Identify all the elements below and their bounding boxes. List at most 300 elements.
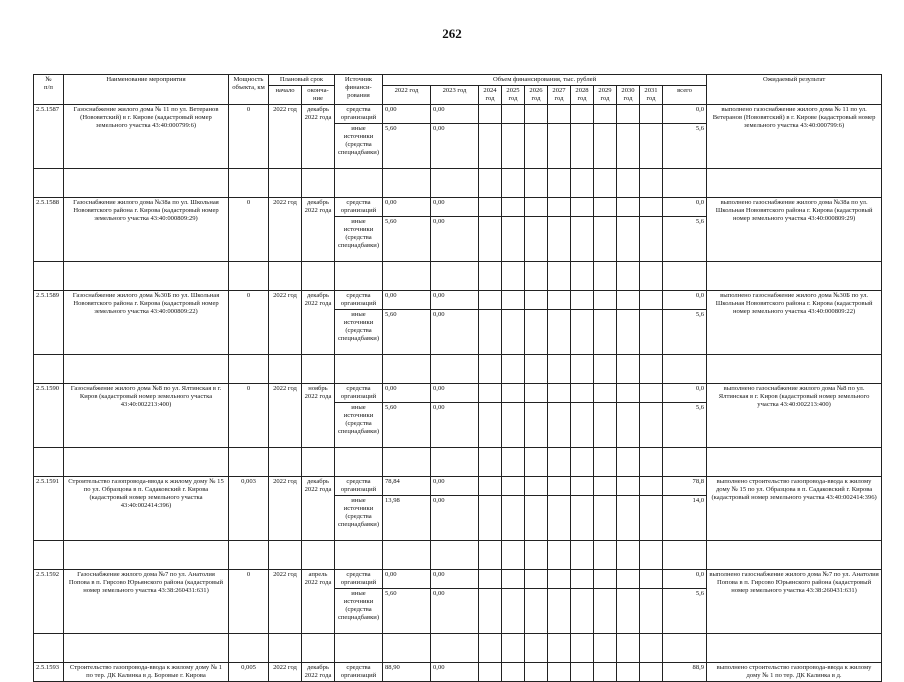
gap-cell: [640, 541, 663, 570]
value-2022: 13,98: [383, 496, 431, 541]
event-name: Газоснабжение жилого дома №7 по ул. Анатолия Попова в п. Гирсово Юрьянского района (кадастровый номер земельного участка 43:38:260431:631): [64, 570, 229, 634]
gap-cell: [707, 169, 882, 198]
start-term: 2022 год: [269, 105, 302, 169]
gap-cell: [525, 448, 548, 477]
gap-cell: [640, 634, 663, 663]
empty-year-cell: [571, 384, 594, 403]
empty-year-cell: [640, 291, 663, 310]
financing-table-wrapper: [33, 74, 881, 682]
value-total: 5,6: [663, 124, 707, 169]
value-total: 0,0: [663, 198, 707, 217]
value-total: 5,6: [663, 310, 707, 355]
table-row: [34, 291, 882, 310]
header-2028: 2028 год: [571, 86, 594, 105]
empty-year-cell: [640, 124, 663, 169]
gap-cell: [302, 169, 335, 198]
empty-year-cell: [640, 663, 663, 682]
gap-cell: [571, 355, 594, 384]
empty-year-cell: [525, 124, 548, 169]
empty-year-cell: [571, 198, 594, 217]
empty-year-cell: [617, 291, 640, 310]
gap-cell: [663, 355, 707, 384]
empty-year-cell: [617, 310, 640, 355]
gap-cell: [335, 169, 383, 198]
empty-year-cell: [502, 496, 525, 541]
gap-cell: [269, 541, 302, 570]
empty-year-cell: [479, 589, 502, 634]
gap-cell: [548, 355, 571, 384]
empty-year-cell: [479, 477, 502, 496]
gap-cell: [302, 262, 335, 291]
gap-cell: [302, 355, 335, 384]
empty-year-cell: [617, 663, 640, 682]
empty-year-cell: [640, 217, 663, 262]
empty-year-cell: [594, 496, 617, 541]
value-2023: 0,00: [431, 124, 479, 169]
table-row: [34, 570, 882, 589]
empty-year-cell: [525, 384, 548, 403]
funding-source: иные источники (средства спецнадбавки): [335, 589, 383, 634]
gap-cell: [383, 634, 431, 663]
expected-result: выполнено строительство газопровода-ввода к жилому дому № 15 по ул. Образцова в п. Садаковский г. Кирова (кадастровый номер земельного участка 43:40:002414:396): [707, 477, 882, 541]
value-2023: 0,00: [431, 496, 479, 541]
gap-cell: [229, 355, 269, 384]
header-2024: 2024 год: [479, 86, 502, 105]
value-2023: 0,00: [431, 403, 479, 448]
gap-cell: [64, 541, 229, 570]
gap-cell: [502, 355, 525, 384]
gap-cell: [571, 634, 594, 663]
funding-source: средства организаций: [335, 291, 383, 310]
empty-year-cell: [594, 310, 617, 355]
gap-cell: [302, 541, 335, 570]
value-2022: 5,60: [383, 217, 431, 262]
value-2022: 0,00: [383, 198, 431, 217]
header-2029: 2029 год: [594, 86, 617, 105]
empty-year-cell: [617, 105, 640, 124]
gap-cell: [707, 262, 882, 291]
value-total: 14,0: [663, 496, 707, 541]
value-2023: 0,00: [431, 291, 479, 310]
empty-year-cell: [617, 403, 640, 448]
funding-source: средства организаций: [335, 477, 383, 496]
empty-year-cell: [548, 310, 571, 355]
empty-year-cell: [594, 570, 617, 589]
empty-year-cell: [548, 105, 571, 124]
value-total: 5,6: [663, 403, 707, 448]
empty-year-cell: [594, 291, 617, 310]
capacity-value: 0: [229, 291, 269, 355]
empty-year-cell: [479, 570, 502, 589]
empty-year-cell: [525, 105, 548, 124]
gap-cell: [479, 169, 502, 198]
gap-cell: [707, 541, 882, 570]
expected-result: выполнено газоснабжение жилого дома №7 по ул. Анатолия Попова в п. Гирсово Юрьянского района (кадастровый номер земельного участка 43:38:260431:631): [707, 570, 882, 634]
empty-year-cell: [502, 570, 525, 589]
table-body: [34, 105, 882, 682]
gap-cell: [617, 541, 640, 570]
gap-cell: [502, 634, 525, 663]
gap-cell: [617, 634, 640, 663]
empty-year-cell: [479, 384, 502, 403]
gap-cell: [431, 169, 479, 198]
header-2025: 2025 год: [502, 86, 525, 105]
empty-year-cell: [525, 291, 548, 310]
gap-cell: [335, 262, 383, 291]
end-term: декабрь 2022 года: [302, 105, 335, 169]
gap-cell: [479, 448, 502, 477]
empty-year-cell: [479, 291, 502, 310]
gap-cell: [707, 634, 882, 663]
empty-year-cell: [594, 105, 617, 124]
gap-cell: [479, 355, 502, 384]
header-end: оконча- ние: [302, 86, 335, 105]
empty-year-cell: [617, 217, 640, 262]
capacity-value: 0: [229, 570, 269, 634]
empty-year-cell: [571, 105, 594, 124]
gap-cell: [502, 448, 525, 477]
expected-result: выполнено газоснабжение жилого дома №38а по ул. Школьная Нововятского района г. Кирова (кадастровый номер земельного участка 43:40:000809:29): [707, 198, 882, 262]
empty-year-cell: [479, 198, 502, 217]
empty-year-cell: [479, 105, 502, 124]
empty-year-cell: [617, 496, 640, 541]
gap-cell: [548, 448, 571, 477]
empty-year-cell: [548, 384, 571, 403]
empty-year-cell: [502, 384, 525, 403]
gap-cell: [502, 541, 525, 570]
value-2023: 0,00: [431, 310, 479, 355]
gap-cell: [64, 262, 229, 291]
value-total: 0,0: [663, 570, 707, 589]
empty-year-cell: [502, 217, 525, 262]
gap-cell: [269, 355, 302, 384]
empty-year-cell: [502, 477, 525, 496]
gap-cell: [229, 448, 269, 477]
gap-cell: [525, 169, 548, 198]
empty-year-cell: [525, 570, 548, 589]
funding-source: средства организаций: [335, 105, 383, 124]
header-name: Наименование мероприятия: [64, 75, 229, 105]
gap-cell: [707, 448, 882, 477]
page-number: 262: [442, 26, 462, 41]
gap-cell: [269, 448, 302, 477]
gap-cell: [594, 262, 617, 291]
gap-cell: [663, 169, 707, 198]
financing-table: [33, 74, 882, 682]
gap-cell: [594, 634, 617, 663]
gap-cell: [571, 262, 594, 291]
empty-year-cell: [594, 663, 617, 682]
header-2026: 2026 год: [525, 86, 548, 105]
header-2023: 2023 год: [431, 86, 479, 105]
gap-cell: [594, 355, 617, 384]
empty-year-cell: [640, 570, 663, 589]
empty-year-cell: [571, 589, 594, 634]
empty-year-cell: [548, 477, 571, 496]
empty-year-cell: [594, 217, 617, 262]
empty-year-cell: [640, 589, 663, 634]
gap-cell: [383, 541, 431, 570]
gap-cell: [525, 541, 548, 570]
funding-source: иные источники (средства спецнадбавки): [335, 124, 383, 169]
value-2023: 0,00: [431, 217, 479, 262]
empty-year-cell: [640, 403, 663, 448]
expected-result: выполнено газоснабжение жилого дома № 11 по ул. Ветеранов (Нововятский) в г. Кирове (кадастровый номер земельного участка 43:40:000799:6): [707, 105, 882, 169]
empty-year-cell: [594, 198, 617, 217]
empty-year-cell: [548, 291, 571, 310]
gap-cell: [335, 541, 383, 570]
gap-cell: [269, 634, 302, 663]
gap-cell: [548, 262, 571, 291]
value-2023: 0,00: [431, 105, 479, 124]
expected-result: выполнено строительство газопровода-ввода к жилому дому № 1 по тер. ДК Калинка в д.: [707, 663, 882, 682]
value-total: 0,0: [663, 291, 707, 310]
value-2023: 0,00: [431, 570, 479, 589]
empty-year-cell: [502, 663, 525, 682]
value-2023: 0,00: [431, 384, 479, 403]
header-volume: Объем финансирования, тыс. рублей: [383, 75, 707, 86]
gap-cell: [479, 262, 502, 291]
funding-source: средства организаций: [335, 198, 383, 217]
gap-cell: [431, 634, 479, 663]
row-number: 2.5.1590: [34, 384, 64, 448]
gap-cell: [617, 169, 640, 198]
gap-cell: [302, 634, 335, 663]
gap-cell: [548, 169, 571, 198]
capacity-value: 0: [229, 384, 269, 448]
end-term: декабрь 2022 года: [302, 198, 335, 262]
gap-cell: [335, 634, 383, 663]
value-2023: 0,00: [431, 589, 479, 634]
empty-year-cell: [479, 124, 502, 169]
empty-year-cell: [525, 477, 548, 496]
funding-source: средства организаций: [335, 384, 383, 403]
empty-year-cell: [502, 105, 525, 124]
empty-year-cell: [525, 589, 548, 634]
value-2023: 0,00: [431, 663, 479, 682]
header-source: Источник финанси- рования: [335, 75, 383, 105]
end-term: декабрь 2022 года: [302, 291, 335, 355]
empty-year-cell: [617, 384, 640, 403]
gap-cell: [229, 541, 269, 570]
row-gap: [34, 448, 882, 477]
gap-cell: [479, 634, 502, 663]
row-number: 2.5.1588: [34, 198, 64, 262]
table-row: [34, 663, 882, 682]
table-row: [34, 384, 882, 403]
row-gap: [34, 262, 882, 291]
start-term: 2022 год: [269, 477, 302, 541]
gap-cell: [663, 448, 707, 477]
gap-cell: [525, 634, 548, 663]
value-2022: 0,00: [383, 105, 431, 124]
gap-cell: [383, 262, 431, 291]
value-total: 5,6: [663, 217, 707, 262]
value-2022: 0,00: [383, 291, 431, 310]
empty-year-cell: [525, 198, 548, 217]
header-capacity: Мощность объекта, км: [229, 75, 269, 105]
empty-year-cell: [594, 384, 617, 403]
gap-cell: [335, 448, 383, 477]
value-total: 0,0: [663, 384, 707, 403]
empty-year-cell: [548, 663, 571, 682]
empty-year-cell: [479, 403, 502, 448]
row-gap: [34, 355, 882, 384]
gap-cell: [34, 541, 64, 570]
gap-cell: [548, 541, 571, 570]
empty-year-cell: [617, 198, 640, 217]
empty-year-cell: [479, 496, 502, 541]
empty-year-cell: [548, 589, 571, 634]
gap-cell: [64, 169, 229, 198]
header-start: начало: [269, 86, 302, 105]
gap-cell: [571, 169, 594, 198]
value-2022: 5,60: [383, 403, 431, 448]
value-2022: 5,60: [383, 310, 431, 355]
table-header: [34, 75, 882, 105]
empty-year-cell: [571, 496, 594, 541]
gap-cell: [640, 448, 663, 477]
value-2023: 0,00: [431, 477, 479, 496]
empty-year-cell: [571, 477, 594, 496]
gap-cell: [383, 169, 431, 198]
header-plan-term: Плановый срок: [269, 75, 335, 86]
empty-year-cell: [502, 403, 525, 448]
header-num: № п/п: [34, 75, 64, 105]
header-result: Ожидаемый результат: [707, 75, 882, 105]
empty-year-cell: [594, 477, 617, 496]
value-2023: 0,00: [431, 198, 479, 217]
capacity-value: 0: [229, 105, 269, 169]
empty-year-cell: [617, 477, 640, 496]
value-2022: 5,60: [383, 124, 431, 169]
empty-year-cell: [548, 570, 571, 589]
gap-cell: [229, 262, 269, 291]
gap-cell: [34, 262, 64, 291]
empty-year-cell: [594, 589, 617, 634]
gap-cell: [571, 541, 594, 570]
gap-cell: [34, 448, 64, 477]
empty-year-cell: [571, 663, 594, 682]
empty-year-cell: [479, 663, 502, 682]
row-gap: [34, 169, 882, 198]
gap-cell: [502, 169, 525, 198]
empty-year-cell: [571, 310, 594, 355]
gap-cell: [594, 169, 617, 198]
start-term: 2022 год: [269, 384, 302, 448]
header-total: всего: [663, 86, 707, 105]
gap-cell: [431, 262, 479, 291]
empty-year-cell: [548, 496, 571, 541]
empty-year-cell: [571, 291, 594, 310]
gap-cell: [431, 541, 479, 570]
value-2022: 5,60: [383, 589, 431, 634]
gap-cell: [617, 355, 640, 384]
gap-cell: [335, 355, 383, 384]
empty-year-cell: [525, 403, 548, 448]
gap-cell: [64, 448, 229, 477]
funding-source: иные источники (средства спецнадбавки): [335, 403, 383, 448]
empty-year-cell: [617, 124, 640, 169]
empty-year-cell: [479, 217, 502, 262]
gap-cell: [525, 262, 548, 291]
empty-year-cell: [571, 570, 594, 589]
empty-year-cell: [640, 496, 663, 541]
empty-year-cell: [502, 124, 525, 169]
empty-year-cell: [502, 291, 525, 310]
gap-cell: [640, 262, 663, 291]
gap-cell: [617, 262, 640, 291]
gap-cell: [479, 541, 502, 570]
row-gap: [34, 634, 882, 663]
start-term: 2022 год: [269, 198, 302, 262]
gap-cell: [640, 169, 663, 198]
event-name: Строительство газопровода-ввода к жилому дому № 15 по ул. Образцова в п. Садаковский г. Кирова (кадастровый номер земельного участка 43:40:002414:396): [64, 477, 229, 541]
empty-year-cell: [617, 570, 640, 589]
end-term: апрель 2022 года: [302, 570, 335, 634]
gap-cell: [431, 448, 479, 477]
gap-cell: [383, 448, 431, 477]
row-number: 2.5.1593: [34, 663, 64, 682]
empty-year-cell: [571, 124, 594, 169]
gap-cell: [525, 355, 548, 384]
value-2022: 0,00: [383, 570, 431, 589]
empty-year-cell: [525, 496, 548, 541]
empty-year-cell: [617, 589, 640, 634]
gap-cell: [548, 634, 571, 663]
empty-year-cell: [548, 124, 571, 169]
capacity-value: 0: [229, 198, 269, 262]
header-2031: 2031 год: [640, 86, 663, 105]
gap-cell: [229, 169, 269, 198]
value-2022: 0,00: [383, 384, 431, 403]
start-term: 2022 год: [269, 570, 302, 634]
event-name: Газоснабжение жилого дома №38а по ул. Школьная Нововятского района г. Кирова (кадастровый номер земельного участка 43:40:000809:29): [64, 198, 229, 262]
end-term: декабрь 2022 года: [302, 663, 335, 682]
empty-year-cell: [525, 663, 548, 682]
row-number: 2.5.1592: [34, 570, 64, 634]
gap-cell: [640, 355, 663, 384]
capacity-value: 0,005: [229, 663, 269, 682]
gap-cell: [269, 262, 302, 291]
event-name: Строительство газопровода-ввода к жилому дому № 1 по тер. ДК Калинка в д. Боровые г. Кирова: [64, 663, 229, 682]
header-2030: 2030 год: [617, 86, 640, 105]
empty-year-cell: [594, 403, 617, 448]
event-name: Газоснабжение жилого дома №30Б по ул. Школьная Нововятского района г. Кирова (кадастровый номер земельного участка 43:40:000809:22): [64, 291, 229, 355]
value-2022: 78,84: [383, 477, 431, 496]
event-name: Газоснабжение жилого дома № 11 по ул. Ветеранов (Нововятский) в г. Кирове (кадастровый номер земельного участка 43:40:000799:6): [64, 105, 229, 169]
empty-year-cell: [571, 217, 594, 262]
end-term: декабрь 2022 года: [302, 477, 335, 541]
gap-cell: [269, 169, 302, 198]
gap-cell: [64, 355, 229, 384]
funding-source: иные источники (средства спецнадбавки): [335, 496, 383, 541]
funding-source: иные источники (средства спецнадбавки): [335, 217, 383, 262]
table-row: [34, 477, 882, 496]
gap-cell: [34, 355, 64, 384]
empty-year-cell: [548, 217, 571, 262]
funding-source: средства организаций: [335, 663, 383, 682]
gap-cell: [229, 634, 269, 663]
row-number: 2.5.1589: [34, 291, 64, 355]
row-gap: [34, 541, 882, 570]
empty-year-cell: [525, 217, 548, 262]
gap-cell: [617, 448, 640, 477]
value-total: 88,9: [663, 663, 707, 682]
empty-year-cell: [548, 403, 571, 448]
capacity-value: 0,003: [229, 477, 269, 541]
gap-cell: [431, 355, 479, 384]
